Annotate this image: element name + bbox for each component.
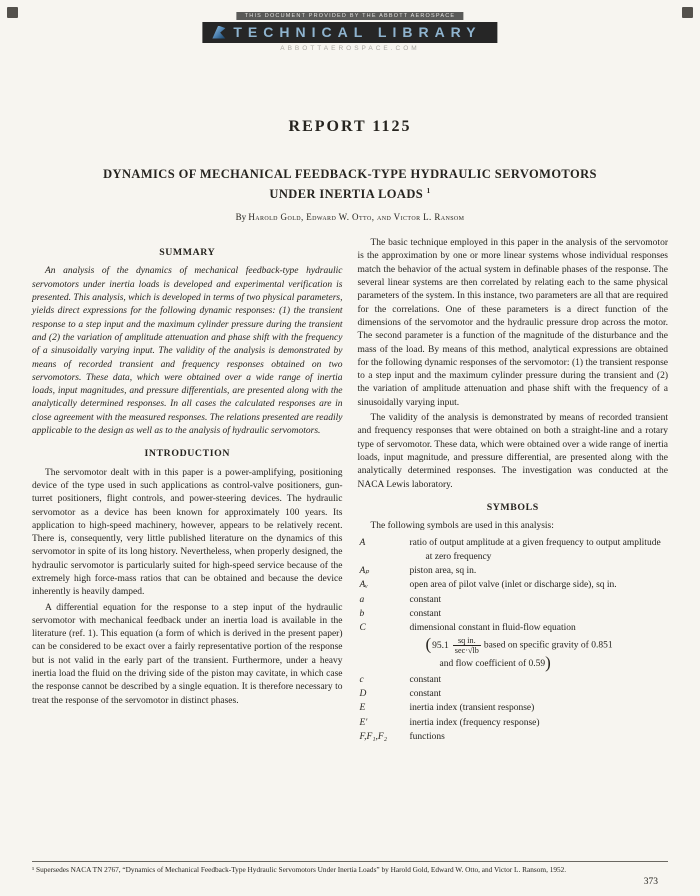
fraction-numerator: sq in. [457,636,476,646]
two-column-body [32,237,668,745]
symbols-heading: SYMBOLS [486,501,539,513]
introduction-paragraph-2: A differential equation for the response to a step input of the hydraulic servomotor with mechanical feedback under an inertia load is available in the literature (ref. 1). This equation (a form of which is derived in the present paper) can be considered to be exact over a fairly representative portion of the response but is not valid in the early part of the transient. Furthermore, under a heavy inertia load the fluid on the driving side of the piston may cavitate, in which case the response cannot be described by a single equation. It is therefore necessary to treat the response of the servomotor in distinct phases. [32,602,343,706]
symbol-row-C [358,622,669,673]
right-column [358,237,669,745]
symbol: b [359,608,365,619]
symbol: E′ [359,717,368,728]
symbol-row [358,579,669,592]
symbol-row [358,702,669,715]
symbol: D [359,689,367,700]
byline-prefix: By [235,212,249,223]
formula-fraction [453,636,481,655]
banner-url: ABBOTTAEROSPACE.COM [280,45,420,52]
footnote: ¹ Supersedes NACA TN 2767, “Dynamics of Mechanical Feedback-Type Hydraulic Servomotors Under Inertia Loads” by Harold Gold, Edward W. Otto, and Victor L. Ransom, 1952. [32,861,668,874]
introduction-paragraph-1: The servomotor dealt with in this paper is a power-amplifying, positioning device of the type used in such applications as control-valve positioners, gun-turret positioners, flight controls, and power-steering devices. The hydraulic servomotor as a device has been known for approximately 100 years. Its application to high-speed machinery, however, appears to be relatively recent. There is, consequently, very little published literature on the dynamics of this servomotor in spite of its long history. Nevertheless, when properly designed, the hydraulic servomotor is particularly suited for high-speed service because of the extremely high force-mass ratios that can be obtained and because the device inherently is heavily damped. [32,467,343,598]
registration-mark-right [682,7,693,18]
symbol-row [358,688,669,701]
symbol-definition: constant [409,594,442,605]
banner-provided-by: THIS DOCUMENT PROVIDED BY THE ABBOTT AEROSPACE [237,12,464,20]
symbol: c [359,674,364,685]
symbol-definition: functions [409,731,445,742]
introduction-heading: INTRODUCTION [144,448,231,460]
left-column [32,237,343,745]
symbol: F,F₁,F₂ [359,731,388,742]
summary-heading: SUMMARY [159,247,216,259]
open-paren: ( [425,635,432,655]
symbol: A [359,538,366,549]
symbol-row [358,594,669,607]
report-title [32,166,668,203]
symbol-row [358,537,669,564]
symbol: C [359,623,366,634]
abbott-aerospace-logo-icon [212,26,225,39]
symbol-definition: inertia index (frequency response) [409,717,540,728]
symbol-row [358,565,669,578]
symbol-definition: constant [409,608,442,619]
library-banner [202,4,497,52]
fraction-denominator: sec·√lb [454,646,479,656]
symbol-definition: inertia index (transient response) [409,703,535,714]
summary-paragraph: An analysis of the dynamics of mechanical feedback-type hydraulic servomotors under inertia loads is developed and experimental verification is presented. This analysis, which is developed in terms of two physical parameters, yields direct expressions for the following dynamic responses: (1) the transient response to a step input and the maximum cylinder pressure during the transient and (2) the variation of amplitude attenuation and phase shift with the frequency of a sinusoidally varying input. The validity of the analysis is demonstrated by means of recorded transient and frequency responses obtained on two servomotors. These data, which were obtained over a wide range of inertia loads, input magnitudes, and pressure differentials, are presented along with the analytically determined responses. In all cases the calculated responses are in close agreement with the measured responses. The relations presented are readily applicable to the design as well as to the analysis of hydraulic servomotors. [32,266,343,437]
byline-authors: Harold Gold, Edward W. Otto, and Victor L. Ransom [248,212,465,223]
symbol-row [358,731,669,744]
registration-mark-left [7,7,18,18]
formula-coefficient: 95.1 [432,641,449,652]
symbol-row [358,717,669,730]
report-title-line2: UNDER INERTIA LOADS $^1$ [269,187,431,202]
symbols-intro: The following symbols are used in this analysis: [370,521,554,532]
byline [32,212,668,222]
formula-text-2: and flow coefficient of 0.59 [439,659,546,670]
symbol-definition: ratio of output amplitude at a given frequency to output amplitude at zero frequency [409,538,661,562]
report-number: REPORT 1125 [288,118,412,135]
formula-text-1: based on specific gravity of 0.851 [483,641,613,652]
symbol-definition: constant [409,689,442,700]
report-title-line1: DYNAMICS OF MECHANICAL FEEDBACK-TYPE HYDRAULIC SERVOMOTORS [103,167,597,181]
symbols-list [358,537,669,744]
analysis-paragraph-2: The validity of the analysis is demonstrated by means of recorded transient and frequency responses that were obtained on both a straight-line and a rotary type of servomotor. These data, which were obtained over a wide range of inertia loads, input magnitude, and pressure differential, are presented along with the analytically determined responses. The investigation was conducted at the NACA Lewis laboratory. [357,413,668,490]
symbol: E [359,703,366,714]
symbol-definition: constant [409,674,442,685]
symbol: a [359,594,365,605]
fluid-flow-constant-formula-line2 [426,653,669,673]
symbol-definition: piston area, sq in. [409,565,477,576]
close-paren: ) [545,653,551,673]
symbol-definition: open area of pilot valve (inlet or discharge side), sq in. [409,580,617,591]
title-footnote-marker: 1 [426,187,431,195]
symbol-row [358,608,669,621]
symbol: Aₚ [359,565,370,576]
symbol: Aᵥ [359,580,368,591]
page-number: 373 [643,877,658,887]
banner-title: TECHNICAL LIBRARY [233,24,482,40]
symbol-definition-text: dimensional constant in fluid-flow equation [409,623,576,634]
analysis-paragraph-1: The basic technique employed in this paper in the analysis of the servomotor is the approximation by one or more linear systems whose individual responses match the behavior of the actual system in definable phases of the response. The several linear systems are then correlated by relating each to the same physical parameters of the system. In this instance, two parameters are all that are required for the correlations. One of these parameters is a direct function of the dimensions of the servomotor and the hydraulic pressure drop across the motor. The second parameter is a function of the magnitude of the disturbance and the mass of the load. By means of this method, analytical expressions are obtained for the following dynamic responses of the servomotor: (1) the transient response to a step input and the maximum cylinder pressure during the transient and (2) the variation of amplitude attenuation and phase shift with the frequency of a sinusoidally varying input. [357,238,668,408]
banner-main-bar [202,22,497,43]
symbol-row [358,674,669,687]
symbol-definition [410,622,669,673]
